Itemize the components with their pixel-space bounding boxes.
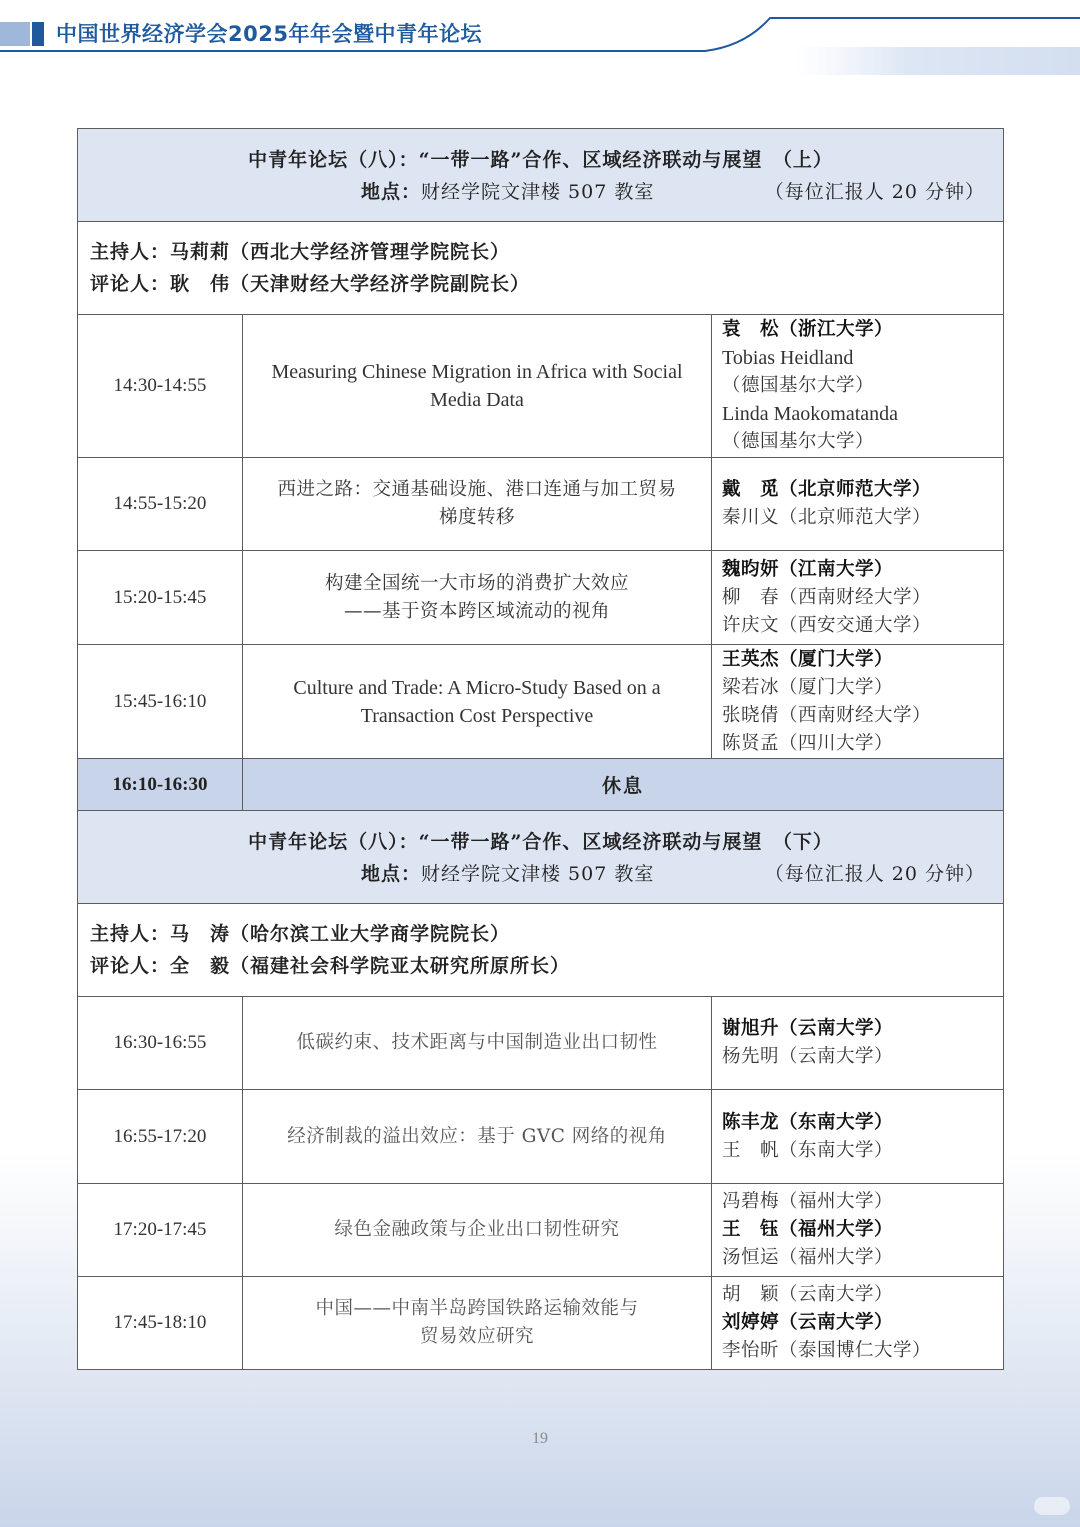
session-note: （每位汇报人 20 分钟） bbox=[764, 863, 986, 885]
paper-title: 经济制裁的溢出效应：基于 GVC 网络的视角 bbox=[243, 1090, 712, 1184]
session-host: 主持人：马莉莉（西北大学经济管理学院院长） bbox=[90, 241, 511, 263]
table-row bbox=[78, 1090, 1004, 1184]
paper-title: 绿色金融政策与企业出口韧性研究 bbox=[243, 1184, 712, 1277]
paper-title: 西进之路：交通基础设施、港口连通与加工贸易 梯度转移 bbox=[243, 458, 712, 551]
page-number: 19 bbox=[532, 1430, 548, 1447]
slot-time: 15:45-16:10 bbox=[78, 645, 243, 759]
table-row bbox=[78, 551, 1004, 645]
speakers: 谢旭升（云南大学） 杨先明（云南大学） bbox=[712, 997, 1004, 1090]
table-row bbox=[78, 997, 1004, 1090]
table-row bbox=[78, 458, 1004, 551]
slot-time: 17:45-18:10 bbox=[78, 1277, 243, 1370]
header-title: 中国世界经济学会2025年年会暨中青年论坛 bbox=[56, 22, 482, 46]
paper-title: Culture and Trade: A Micro-Study Based on a Transaction Cost Perspective bbox=[243, 645, 712, 759]
page-header bbox=[0, 0, 1080, 80]
speakers: 魏昀妍（江南大学） 柳 春（西南财经大学） 许庆文（西安交通大学） bbox=[712, 551, 1004, 645]
session-note: （每位汇报人 20 分钟） bbox=[764, 181, 986, 203]
speakers: 冯碧梅（福州大学） 王 钰（福州大学） 汤恒运（福州大学） bbox=[712, 1184, 1004, 1277]
session-title: 中青年论坛（八）：“一带一路”合作、区域经济联动与展望 （上） bbox=[248, 149, 833, 171]
paper-title: 中国——中南半岛跨国铁路运输效能与 贸易效应研究 bbox=[243, 1277, 712, 1370]
slot-time: 16:55-17:20 bbox=[78, 1090, 243, 1184]
table-row bbox=[78, 1277, 1004, 1370]
slot-time: 14:30-14:55 bbox=[78, 315, 243, 458]
slot-time: 15:20-15:45 bbox=[78, 551, 243, 645]
session-chairs bbox=[78, 222, 1004, 315]
session-chairs bbox=[78, 904, 1004, 997]
session-header bbox=[78, 129, 1004, 222]
slot-time: 17:20-17:45 bbox=[78, 1184, 243, 1277]
session-location: 地点：财经学院文津楼 507 教室 bbox=[361, 863, 655, 885]
session-header bbox=[78, 811, 1004, 904]
speakers: 胡 颖（云南大学） 刘婷婷（云南大学） 李怡昕（泰国博仁大学） bbox=[712, 1277, 1004, 1370]
speakers: 袁 松（浙江大学） Tobias Heidland （德国基尔大学） Linda Maokomatanda （德国基尔大学） bbox=[712, 315, 1004, 458]
table-row bbox=[78, 315, 1004, 458]
break-label: 休息 bbox=[243, 759, 1004, 811]
paper-title: 构建全国统一大市场的消费扩大效应 ——基于资本跨区域流动的视角 bbox=[243, 551, 712, 645]
session-commentator: 评论人：耿 伟（天津财经大学经济学院副院长） bbox=[90, 273, 531, 295]
slot-time: 14:55-15:20 bbox=[78, 458, 243, 551]
session-host: 主持人：马 涛（哈尔滨工业大学商学院院长） bbox=[90, 923, 511, 945]
table-row bbox=[78, 645, 1004, 759]
break-row bbox=[78, 759, 1004, 811]
schedule-table bbox=[77, 128, 1004, 1370]
speakers: 陈丰龙（东南大学） 王 帆（东南大学） bbox=[712, 1090, 1004, 1184]
speakers: 戴 觅（北京师范大学） 秦川义（北京师范大学） bbox=[712, 458, 1004, 551]
break-time: 16:10-16:30 bbox=[78, 759, 243, 811]
corner-watermark bbox=[1034, 1497, 1070, 1515]
paper-title: 低碳约束、技术距离与中国制造业出口韧性 bbox=[243, 997, 712, 1090]
session-title: 中青年论坛（八）：“一带一路”合作、区域经济联动与展望 （下） bbox=[248, 831, 833, 853]
session-location: 地点：财经学院文津楼 507 教室 bbox=[361, 181, 655, 203]
session-commentator: 评论人：全 毅（福建社会科学院亚太研究所原所长） bbox=[90, 955, 571, 977]
speakers: 王英杰（厦门大学） 梁若冰（厦门大学） 张晓倩（西南财经大学） 陈贤孟（四川大学） bbox=[712, 645, 1004, 759]
table-row bbox=[78, 1184, 1004, 1277]
paper-title: Measuring Chinese Migration in Africa with Social Media Data bbox=[243, 315, 712, 458]
slot-time: 16:30-16:55 bbox=[78, 997, 243, 1090]
